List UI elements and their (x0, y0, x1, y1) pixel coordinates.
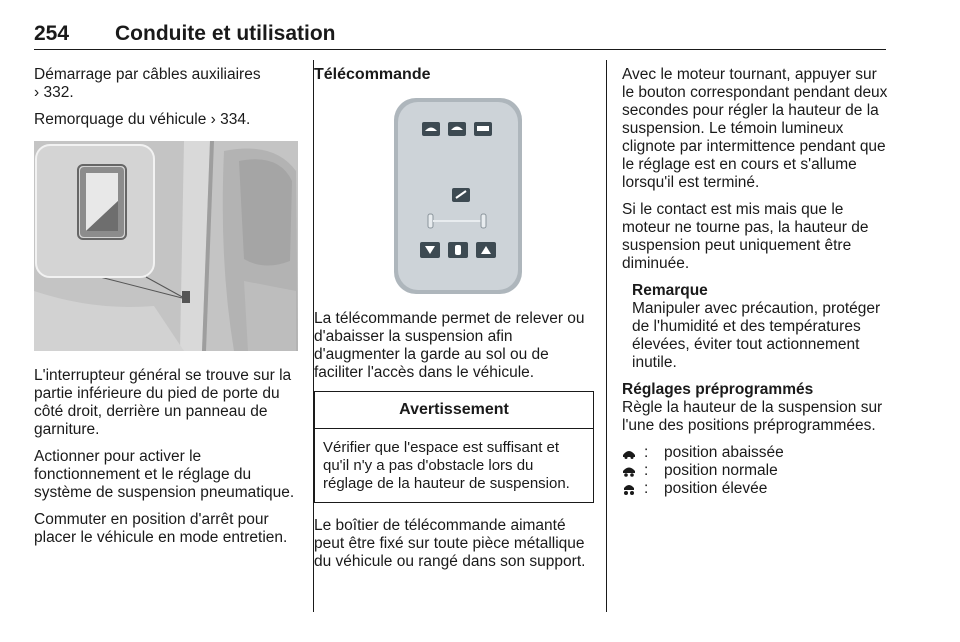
car-lowered-icon (422, 122, 440, 136)
list-item: : position normale (622, 462, 888, 480)
car-lowered-icon (622, 447, 644, 459)
column-left (34, 66, 300, 556)
stop-icon (448, 242, 468, 258)
paragraph: La télécommande permet de relever ou d'abaisser la suspension afin d'augmenter la garde au sol ou de faciliter l'accès dans le véhicule. (314, 310, 585, 381)
car-raised-icon (622, 483, 644, 495)
section-heading: Télécommande (314, 66, 431, 83)
warning-box (314, 391, 594, 503)
list-item: : position élevée (622, 480, 888, 498)
page-header (34, 20, 886, 50)
note-box (622, 282, 888, 372)
reference-jump-start[interactable]: Démarrage par câbles auxiliaires › 332. (34, 66, 300, 102)
car-normal-icon (622, 465, 644, 477)
paragraph: Règle la hauteur de la suspension sur l'une des positions préprogrammées. (622, 399, 883, 434)
paragraph: Le boîtier de télécommande aimanté peut être fixé sur toute pièce métallique du véhicule ou rangé dans son support. (314, 517, 586, 570)
paragraph: Si le contact est mis mais que le moteur ne tourne pas, la hauteur de suspension peut uniquement être diminuée. (622, 201, 869, 272)
note-text: Manipuler avec précaution, protéger de l'humidité et des températures élevées, éviter tout actionnement inutile. (632, 300, 881, 371)
car-raised-icon (474, 122, 492, 136)
page-number: 254 (34, 22, 70, 45)
paragraph: Actionner pour activer le fonctionnement et le réglage du système de suspension pneumatique. (34, 448, 295, 501)
warning-text: Vérifier que l'espace est suffisant et qu'il n'y a pas d'obstacle lors du réglage de la hauteur de suspension. (323, 439, 570, 492)
car-normal-icon (448, 122, 466, 136)
page-title: Conduite et utilisation (115, 22, 336, 45)
list-item: : position abaissée (622, 444, 888, 462)
paragraph: L'interrupteur général se trouve sur la partie inférieure du pied de porte du côté droit, derrière un panneau de garniture. (34, 367, 292, 438)
column-divider-2 (606, 60, 607, 612)
arrow-down-icon (420, 242, 440, 258)
remote-control-illustration (314, 92, 592, 300)
paragraph: Commuter en position d'arrêt pour placer le véhicule en mode entretien. (34, 511, 288, 546)
service-mode-icon (452, 188, 470, 202)
warning-title: Avertissement (315, 392, 593, 429)
note-title: Remarque (632, 282, 708, 299)
main-switch-illustration (34, 141, 298, 351)
paragraph: Avec le moteur tournant, appuyer sur le bouton correspondant pendant deux secondes pour régler la hauteur de la suspension. Le témoin lumineux clignote par intermittence pendant que le réglage est en cours et s'allume lorsqu'il est terminé. (622, 66, 888, 191)
position-list (622, 444, 888, 498)
subheading: Réglages préprogrammés (622, 381, 814, 398)
arrow-up-icon (476, 242, 496, 258)
column-middle (314, 66, 594, 580)
reference-towing[interactable]: Remorquage du véhicule › 334. (34, 111, 300, 129)
column-right (622, 66, 888, 498)
